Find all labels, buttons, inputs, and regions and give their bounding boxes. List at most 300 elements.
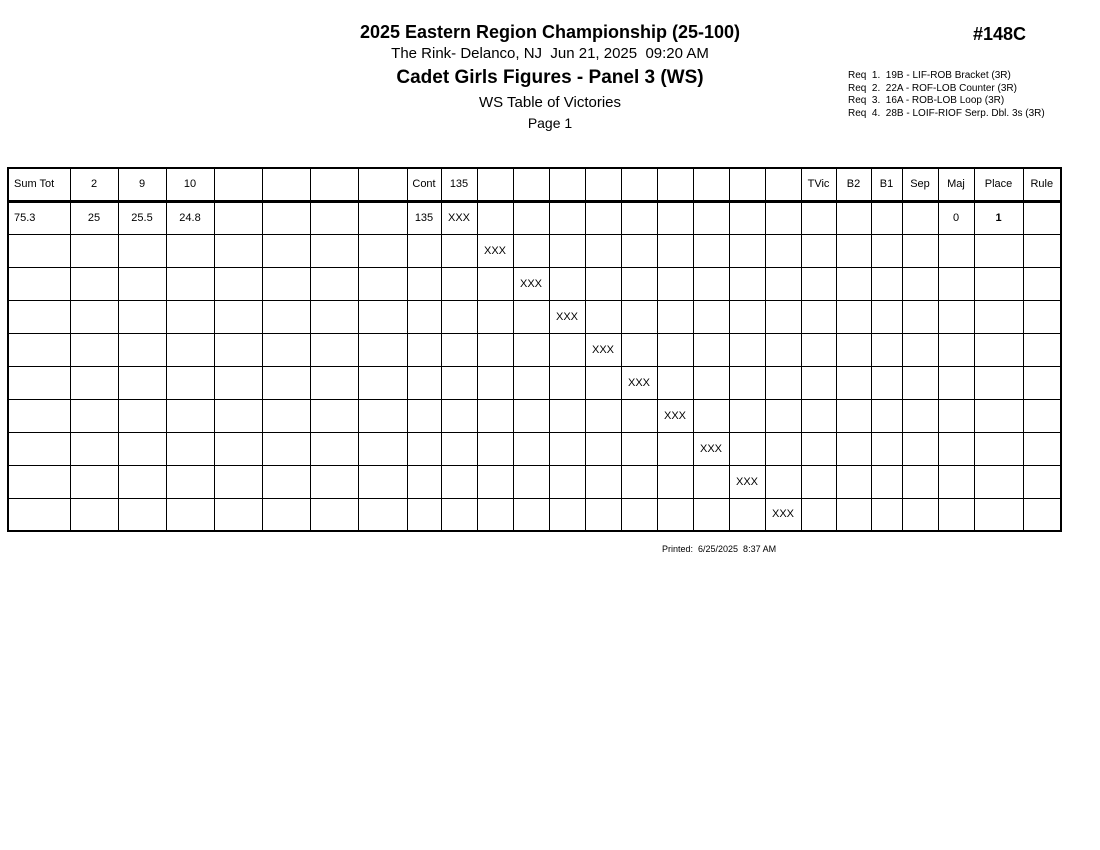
table-cell — [801, 201, 836, 234]
table-cell — [871, 465, 902, 498]
table-cell — [902, 201, 938, 234]
table-cell — [358, 432, 407, 465]
table-cell — [902, 498, 938, 531]
table-cell — [974, 366, 1023, 399]
table-cell — [166, 498, 214, 531]
header-cell: TVic — [801, 168, 836, 201]
header-cell: Place — [974, 168, 1023, 201]
table-cell — [938, 300, 974, 333]
table-cell — [118, 366, 166, 399]
table-cell — [585, 465, 621, 498]
table-cell: 135 — [407, 201, 441, 234]
header-cell: B1 — [871, 168, 902, 201]
table-cell — [902, 300, 938, 333]
table-cell — [871, 333, 902, 366]
table-cell — [70, 498, 118, 531]
table-cell — [513, 432, 549, 465]
table-cell — [836, 465, 871, 498]
table-cell — [262, 234, 310, 267]
table-cell — [441, 498, 477, 531]
table-cell — [407, 333, 441, 366]
requirement-line-3: Req 3. 16A - ROB-LOB Loop (3R) — [848, 95, 1005, 106]
table-cell — [477, 300, 513, 333]
table-cell — [262, 267, 310, 300]
table-cell — [477, 465, 513, 498]
table-cell — [358, 498, 407, 531]
table-cell — [657, 267, 693, 300]
table-cell — [693, 300, 729, 333]
table-cell — [549, 234, 585, 267]
table-cell — [585, 399, 621, 432]
table-cell: 25.5 — [118, 201, 166, 234]
table-cell — [902, 432, 938, 465]
table-cell — [214, 267, 262, 300]
event-number: #148C — [973, 24, 1027, 44]
table-cell — [262, 432, 310, 465]
table-cell — [310, 267, 358, 300]
table-cell — [441, 366, 477, 399]
table-cell — [729, 399, 765, 432]
table-cell — [657, 201, 693, 234]
table-cell — [310, 399, 358, 432]
table-row — [8, 267, 1061, 300]
table-cell — [1023, 300, 1061, 333]
table-cell — [693, 234, 729, 267]
table-row — [8, 366, 1061, 399]
table-cell — [871, 498, 902, 531]
table-cell — [693, 333, 729, 366]
table-cell: 24.8 — [166, 201, 214, 234]
table-cell — [118, 498, 166, 531]
table-cell — [657, 465, 693, 498]
table-cell — [765, 366, 801, 399]
table-cell — [8, 399, 70, 432]
table-cell — [358, 465, 407, 498]
table-cell — [902, 267, 938, 300]
table-cell — [657, 432, 693, 465]
table-cell — [621, 465, 657, 498]
table-cell — [407, 366, 441, 399]
table-cell — [974, 465, 1023, 498]
table-cell — [657, 300, 693, 333]
table-cell — [166, 465, 214, 498]
table-cell — [358, 201, 407, 234]
table-cell — [310, 234, 358, 267]
table-cell — [765, 465, 801, 498]
table-cell — [871, 201, 902, 234]
table-cell — [70, 267, 118, 300]
table-cell — [477, 267, 513, 300]
table-cell — [8, 234, 70, 267]
table-cell — [871, 432, 902, 465]
table-row — [8, 432, 1061, 465]
header-cell: 9 — [118, 168, 166, 201]
table-cell — [262, 399, 310, 432]
table-cell — [621, 432, 657, 465]
table-cell — [1023, 234, 1061, 267]
table-cell — [441, 267, 477, 300]
table-cell — [477, 366, 513, 399]
table-cell — [118, 432, 166, 465]
table-cell — [513, 201, 549, 234]
header-cell: Rule — [1023, 168, 1061, 201]
table-cell: XXX — [585, 333, 621, 366]
table-cell — [765, 432, 801, 465]
table-cell — [657, 234, 693, 267]
table-cell — [513, 366, 549, 399]
table-cell — [729, 300, 765, 333]
table-cell — [836, 432, 871, 465]
table-cell — [801, 465, 836, 498]
event-title: Cadet Girls Figures - Panel 3 (WS) — [396, 67, 704, 88]
table-cell — [765, 201, 801, 234]
table-cell — [729, 333, 765, 366]
table-cell — [938, 366, 974, 399]
table-cell — [801, 498, 836, 531]
table-cell — [262, 366, 310, 399]
table-cell — [801, 234, 836, 267]
table-cell — [621, 267, 657, 300]
table-cell — [549, 333, 585, 366]
header-cell — [585, 168, 621, 201]
table-cell — [214, 498, 262, 531]
table-cell — [166, 399, 214, 432]
table-cell — [407, 234, 441, 267]
table-cell: 1 — [974, 201, 1023, 234]
table-cell: XXX — [441, 201, 477, 234]
table-cell — [118, 234, 166, 267]
table-cell — [1023, 201, 1061, 234]
table-cell — [118, 465, 166, 498]
table-cell — [513, 333, 549, 366]
table-cell — [166, 432, 214, 465]
table-cell — [70, 234, 118, 267]
table-cell — [70, 432, 118, 465]
table-cell — [902, 333, 938, 366]
table-cell — [407, 300, 441, 333]
table-cell — [621, 234, 657, 267]
table-cell — [513, 465, 549, 498]
table-cell: XXX — [621, 366, 657, 399]
table-cell — [902, 366, 938, 399]
competition-title: 2025 Eastern Region Championship (25-100) — [359, 22, 741, 42]
table-cell — [214, 234, 262, 267]
table-cell — [836, 399, 871, 432]
table-cell — [407, 498, 441, 531]
table-cell — [118, 333, 166, 366]
table-cell — [214, 300, 262, 333]
table-cell — [729, 498, 765, 531]
table-cell — [549, 432, 585, 465]
header-cell: Sep — [902, 168, 938, 201]
table-cell — [166, 267, 214, 300]
table-cell — [1023, 498, 1061, 531]
table-cell — [621, 333, 657, 366]
table-cell — [549, 498, 585, 531]
table-cell — [549, 267, 585, 300]
table-cell — [70, 300, 118, 333]
table-cell — [477, 201, 513, 234]
header-cell — [621, 168, 657, 201]
table-cell — [262, 465, 310, 498]
table-cell — [585, 201, 621, 234]
table-cell — [938, 432, 974, 465]
table-cell — [938, 267, 974, 300]
table-cell — [801, 432, 836, 465]
table-cell — [729, 267, 765, 300]
table-cell — [8, 300, 70, 333]
table-cell — [549, 399, 585, 432]
table-cell — [585, 300, 621, 333]
requirement-line-4: Req 4. 28B - LOIF-RIOF Serp. Dbl. 3s (3R) — [848, 107, 1045, 119]
table-cell — [836, 267, 871, 300]
table-cell — [801, 300, 836, 333]
table-cell — [693, 399, 729, 432]
table-cell — [310, 366, 358, 399]
table-cell — [118, 267, 166, 300]
table-cell: XXX — [513, 267, 549, 300]
header-cell: 2 — [70, 168, 118, 201]
table-cell — [902, 399, 938, 432]
table-cell — [166, 333, 214, 366]
table-cell — [70, 333, 118, 366]
table-cell — [585, 267, 621, 300]
table-cell — [166, 300, 214, 333]
header-cell — [358, 168, 407, 201]
table-cell — [585, 432, 621, 465]
table-cell — [8, 333, 70, 366]
table-cell — [836, 300, 871, 333]
table-cell: 25 — [70, 201, 118, 234]
printed-timestamp: Printed: 6/25/2025 8:37 AM — [662, 544, 777, 554]
table-cell — [214, 399, 262, 432]
header-cell — [310, 168, 358, 201]
requirements-list — [848, 70, 1045, 120]
header-cell — [729, 168, 765, 201]
table-cell — [1023, 432, 1061, 465]
table-cell — [358, 234, 407, 267]
requirement-line-1: Req 1. 19B - LIF-ROB Bracket (3R) — [848, 70, 1011, 81]
table-cell — [585, 498, 621, 531]
table-cell — [549, 465, 585, 498]
table-cell — [1023, 366, 1061, 399]
table-row — [8, 465, 1061, 498]
table-cell — [765, 333, 801, 366]
table-cell — [214, 432, 262, 465]
table-cell — [693, 498, 729, 531]
header-cell — [477, 168, 513, 201]
table-cell — [585, 234, 621, 267]
table-cell — [836, 333, 871, 366]
table-cell — [8, 267, 70, 300]
table-cell — [621, 399, 657, 432]
table-cell — [214, 465, 262, 498]
table-cell — [262, 300, 310, 333]
header-cell: 135 — [441, 168, 477, 201]
table-cell — [477, 432, 513, 465]
table-row — [8, 201, 1061, 234]
table-cell — [765, 300, 801, 333]
table-cell — [693, 267, 729, 300]
table-row — [8, 498, 1061, 531]
table-cell — [938, 465, 974, 498]
table-cell — [585, 366, 621, 399]
table-cell — [166, 234, 214, 267]
table-cell — [358, 399, 407, 432]
table-row — [8, 300, 1061, 333]
table-cell — [836, 234, 871, 267]
header-cell — [765, 168, 801, 201]
table-cell — [1023, 465, 1061, 498]
table-cell — [441, 399, 477, 432]
header-cell: 10 — [166, 168, 214, 201]
table-cell — [657, 498, 693, 531]
table-cell — [407, 465, 441, 498]
table-cell — [262, 498, 310, 531]
table-cell — [1023, 333, 1061, 366]
table-cell: 75.3 — [8, 201, 70, 234]
table-cell — [729, 366, 765, 399]
table-cell — [214, 333, 262, 366]
table-cell — [938, 399, 974, 432]
table-cell: XXX — [693, 432, 729, 465]
table-cell — [477, 498, 513, 531]
header-cell: Cont — [407, 168, 441, 201]
table-cell — [310, 465, 358, 498]
table-cell — [729, 201, 765, 234]
header-cell — [513, 168, 549, 201]
table-cell — [407, 399, 441, 432]
table-cell — [693, 465, 729, 498]
table-cell — [407, 432, 441, 465]
table-cell — [310, 432, 358, 465]
table-cell — [441, 300, 477, 333]
table-cell — [118, 399, 166, 432]
table-cell — [729, 432, 765, 465]
table-cell — [871, 267, 902, 300]
table-cell — [8, 366, 70, 399]
table-header-row — [8, 168, 1061, 201]
table-cell — [657, 333, 693, 366]
table-cell — [262, 333, 310, 366]
table-cell — [358, 366, 407, 399]
table-cell — [621, 498, 657, 531]
table-cell — [974, 267, 1023, 300]
table-cell — [477, 333, 513, 366]
table-cell: XXX — [729, 465, 765, 498]
table-cell — [513, 498, 549, 531]
table-cell — [70, 366, 118, 399]
table-cell — [938, 234, 974, 267]
table-cell: XXX — [549, 300, 585, 333]
table-cell — [262, 201, 310, 234]
table-cell — [8, 498, 70, 531]
table-cell — [549, 201, 585, 234]
table-cell — [693, 366, 729, 399]
header-cell — [549, 168, 585, 201]
table-cell — [902, 234, 938, 267]
table-cell — [1023, 399, 1061, 432]
header-cell — [693, 168, 729, 201]
table-cell — [801, 366, 836, 399]
table-cell — [70, 465, 118, 498]
venue-date-line: The Rink- Delanco, NJ Jun 21, 2025 09:20 AM — [391, 45, 709, 62]
header-cell — [214, 168, 262, 201]
table-cell — [974, 498, 1023, 531]
table-cell — [974, 432, 1023, 465]
table-cell — [358, 267, 407, 300]
table-cell — [836, 201, 871, 234]
table-cell — [693, 201, 729, 234]
header-cell: B2 — [836, 168, 871, 201]
table-cell — [621, 201, 657, 234]
table-cell — [441, 465, 477, 498]
table-cell: 0 — [938, 201, 974, 234]
table-cell — [310, 498, 358, 531]
table-cell: XXX — [765, 498, 801, 531]
table-cell — [938, 333, 974, 366]
table-cell — [310, 300, 358, 333]
table-cell — [621, 300, 657, 333]
table-cell — [729, 234, 765, 267]
table-cell — [441, 234, 477, 267]
table-cell — [1023, 267, 1061, 300]
table-cell — [871, 366, 902, 399]
table-cell — [974, 399, 1023, 432]
table-row — [8, 234, 1061, 267]
table-cell — [513, 234, 549, 267]
table-cell — [657, 366, 693, 399]
table-cell — [902, 465, 938, 498]
page-number: Page 1 — [527, 115, 573, 131]
report-title: WS Table of Victories — [478, 94, 621, 111]
table-cell — [871, 234, 902, 267]
table-cell — [974, 234, 1023, 267]
table-cell — [801, 399, 836, 432]
table-cell — [836, 366, 871, 399]
requirement-line-2: Req 2. 22A - ROF-LOB Counter (3R) — [848, 82, 1017, 94]
table-cell — [477, 399, 513, 432]
table-cell — [407, 267, 441, 300]
table-cell — [441, 432, 477, 465]
header-cell — [262, 168, 310, 201]
table-cell — [441, 333, 477, 366]
table-cell — [310, 201, 358, 234]
table-cell — [765, 267, 801, 300]
table-cell — [974, 300, 1023, 333]
table-cell: XXX — [657, 399, 693, 432]
table-cell — [938, 498, 974, 531]
table-cell — [765, 234, 801, 267]
table-cell — [871, 399, 902, 432]
table-cell — [358, 333, 407, 366]
table-of-victories — [7, 167, 1062, 532]
table-cell — [8, 432, 70, 465]
header-cell — [657, 168, 693, 201]
table-cell — [310, 333, 358, 366]
table-cell — [358, 300, 407, 333]
table-cell — [871, 300, 902, 333]
table-cell — [8, 465, 70, 498]
table-row — [8, 399, 1061, 432]
table-cell — [801, 333, 836, 366]
header-cell: Sum Tot — [8, 168, 70, 201]
header-cell: Maj — [938, 168, 974, 201]
table-cell — [836, 498, 871, 531]
table-cell — [214, 201, 262, 234]
table-cell — [513, 399, 549, 432]
table-cell — [974, 333, 1023, 366]
